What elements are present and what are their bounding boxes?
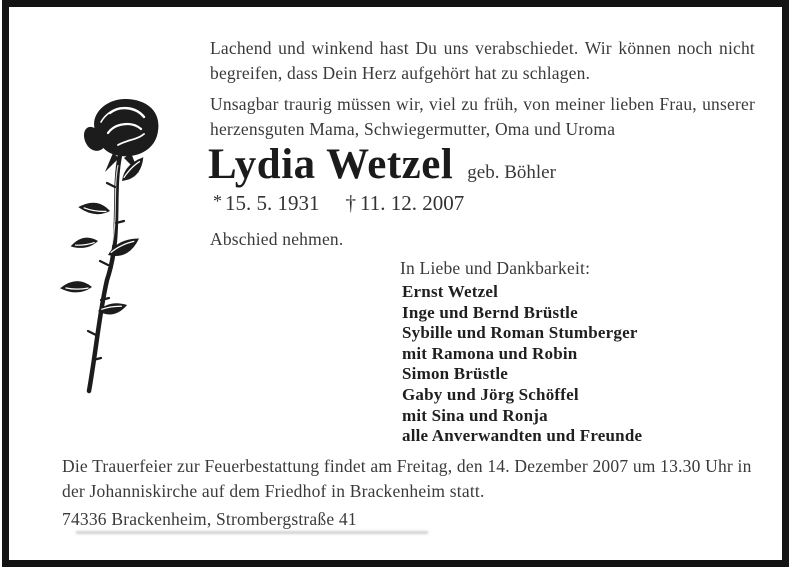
address-line: 74336 Brackenheim, Strombergstraße 41	[62, 509, 357, 529]
mourner-line: mit Sina und Ronja	[402, 405, 548, 425]
death-cross-icon: †	[345, 191, 356, 215]
rose-illustration	[52, 95, 172, 400]
name-line	[208, 140, 556, 189]
maiden-name: geb. Böhler	[467, 162, 556, 183]
mourner-line: Sybille und Roman Stumberger	[402, 323, 638, 343]
birth-date: 15. 5. 1931	[225, 191, 320, 215]
funeral-info: Die Trauerfeier zur Feuerbestattung findet am Freitag, den 14. Dezember 2007 um 13.30 Uhr in der Johanniskirche auf dem Friedhof in Brackenheim statt.	[62, 456, 752, 501]
mourner-line: Ernst Wetzel	[402, 282, 499, 301]
life-dates	[213, 191, 464, 216]
mourners-list	[402, 282, 642, 447]
deceased-name: Lydia Wetzel	[208, 141, 454, 188]
print-artifact-line	[76, 531, 428, 534]
death-date: 11. 12. 2007	[360, 191, 465, 215]
mourner-line: Inge und Bernd Brüstle	[402, 302, 578, 322]
mourner-line: alle Anverwandten und Freunde	[402, 426, 643, 446]
mourner-line: Simon Brüstle	[402, 364, 509, 384]
condolence-heading: In Liebe und Dankbarkeit:	[400, 258, 591, 278]
birth-star-icon: *	[213, 191, 222, 211]
mourner-line: mit Ramona und Robin	[402, 343, 578, 363]
intro-text: Unsagbar traurig müssen wir, viel zu früh, von meiner lieben Frau, unserer herzensguten Mama, Schwiegermutter, Oma und Uroma	[210, 94, 755, 139]
rose-icon	[52, 95, 172, 400]
farewell-text: Abschied nehmen.	[210, 229, 344, 249]
opening-verse: Lachend und winkend hast Du uns verabschiedet. Wir können noch nicht begreifen, dass Dein Herz aufgehört hat zu schlagen.	[210, 38, 755, 83]
mourner-line: Gaby und Jörg Schöffel	[402, 384, 579, 404]
